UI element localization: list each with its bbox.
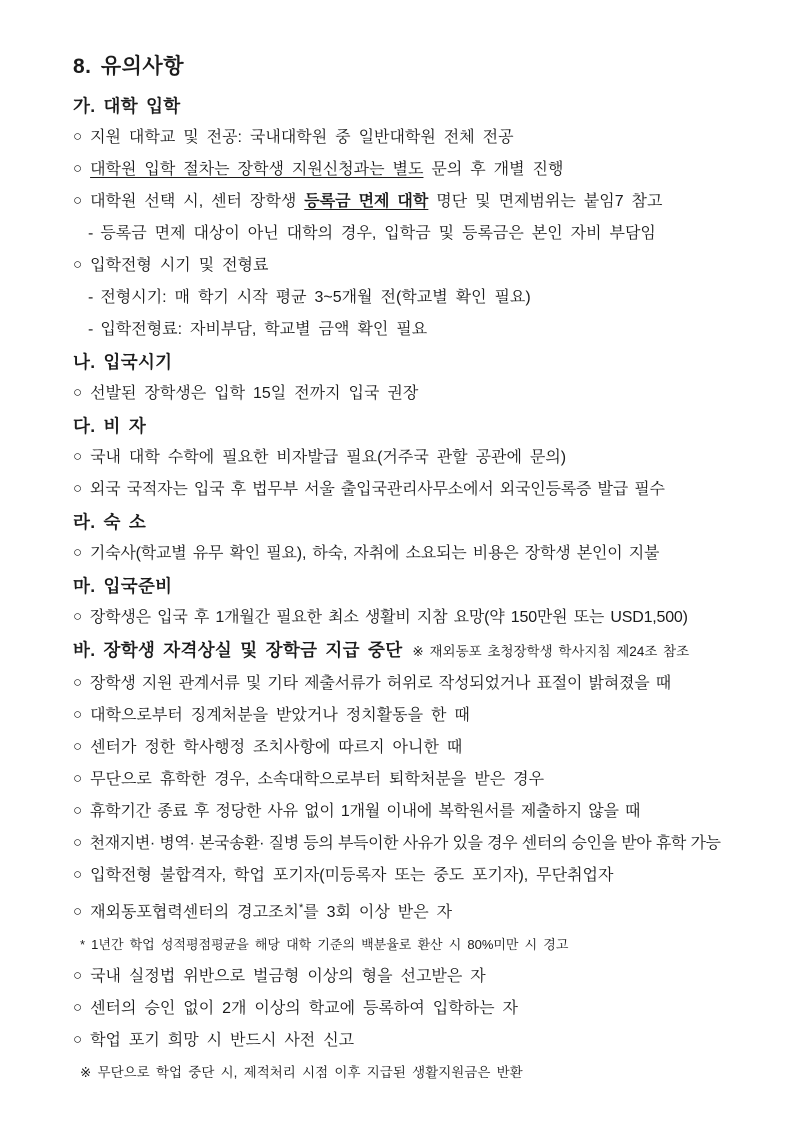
list-item bbox=[73, 668, 769, 700]
section-heading-ba bbox=[73, 634, 769, 668]
item-text: 학업 포기 희망 시 반드시 사전 신고 bbox=[90, 1032, 355, 1049]
list-item bbox=[73, 961, 769, 993]
dash-bullet: - bbox=[88, 225, 94, 242]
item-text: 장학생은 입국 후 1개월간 필요한 최소 생활비 지참 요망(약 150만원 또는 USD1,500) bbox=[89, 609, 688, 626]
circle-bullet: ○ bbox=[73, 967, 83, 984]
item-text: 국내 실정법 위반으로 벌금형 이상의 형을 선고받은 자 bbox=[90, 968, 486, 985]
item-text-bold-underlined: 등록금 면제 대학 bbox=[304, 193, 429, 210]
section-heading-ma: 마. 입국준비 bbox=[73, 576, 173, 596]
list-item bbox=[73, 796, 769, 828]
sub-list-item bbox=[73, 314, 769, 346]
item-text: 천재지변· 병역· 본국송환· 질병 등의 부득이한 사유가 있을 경우 센터의 승인을 받아 휴학 가능 bbox=[89, 835, 721, 852]
list-item bbox=[73, 764, 769, 796]
list-item bbox=[73, 154, 769, 186]
circle-bullet: ○ bbox=[73, 480, 82, 497]
circle-bullet: ○ bbox=[73, 192, 83, 209]
circle-bullet: ○ bbox=[73, 1031, 83, 1048]
circle-bullet: ○ bbox=[73, 544, 82, 561]
circle-bullet: ○ bbox=[73, 448, 83, 465]
dash-bullet: - bbox=[88, 321, 94, 338]
list-item bbox=[73, 993, 769, 1025]
section-heading-ra: 라. 숙 소 bbox=[73, 512, 147, 532]
item-text: 센터가 정한 학사행정 조치사항에 따르지 아니한 때 bbox=[90, 739, 463, 756]
circle-bullet: ○ bbox=[73, 999, 83, 1016]
circle-bullet: ○ bbox=[73, 802, 82, 819]
item-text: 등록금 면제 대상이 아닌 대학의 경우, 입학금 및 등록금은 본인 자비 부담임 bbox=[100, 225, 656, 242]
footnote: ※ 무단으로 학업 중단 시, 제적처리 시점 이후 지급된 생활지원금은 반환 bbox=[80, 1065, 523, 1080]
list-item bbox=[73, 186, 769, 218]
footnote-marker: * bbox=[298, 902, 304, 914]
section-heading-note: ※ 재외동포 초청장학생 학사지침 제24조 참조 bbox=[412, 644, 690, 659]
circle-bullet: ○ bbox=[73, 770, 83, 787]
circle-bullet: ○ bbox=[73, 608, 82, 625]
list-item bbox=[73, 538, 769, 570]
circle-bullet: ○ bbox=[73, 866, 83, 883]
list-item bbox=[73, 122, 769, 154]
item-text: 무단으로 휴학한 경우, 소속대학으로부터 퇴학처분을 받은 경우 bbox=[90, 771, 545, 788]
page-title: 8. 유의사항 bbox=[73, 55, 184, 78]
circle-bullet: ○ bbox=[73, 384, 83, 401]
item-text: 외국 국적자는 입국 후 법무부 서울 출입국관리사무소에서 외국인등록증 발급 필수 bbox=[89, 481, 665, 498]
circle-bullet: ○ bbox=[73, 674, 82, 691]
item-text: 명단 및 면제범위는 붙임7 참고 bbox=[428, 193, 663, 210]
item-text: 지원 대학교 및 전공: 국내대학원 중 일반대학원 전체 전공 bbox=[90, 129, 514, 146]
item-text: 기숙사(학교별 유무 확인 필요), 하숙, 자취에 소요되는 비용은 장학생 본인이 지불 bbox=[89, 545, 660, 562]
item-text-underlined: 대학원 입학 절차는 장학생 지원신청과는 별도 bbox=[90, 161, 424, 178]
list-item bbox=[73, 378, 769, 410]
circle-bullet: ○ bbox=[73, 160, 83, 177]
item-text: 휴학기간 종료 후 정당한 사유 없이 1개월 이내에 복학원서를 제출하지 않을 때 bbox=[89, 803, 641, 820]
item-text: 전형시기: 매 학기 시작 평균 3~5개월 전(학교별 확인 필요) bbox=[100, 289, 531, 306]
section-heading-da: 다. 비 자 bbox=[73, 416, 147, 436]
item-text: 입학전형 시기 및 전형료 bbox=[90, 257, 269, 274]
item-text: 대학으로부터 징계처분을 받았거나 정치활동을 한 때 bbox=[90, 707, 470, 724]
circle-bullet: ○ bbox=[73, 256, 83, 273]
item-text: 문의 후 개별 진행 bbox=[423, 161, 564, 178]
list-item bbox=[73, 892, 769, 929]
footnote: * 1년간 학업 성적평점평균을 해당 대학 기준의 백분율로 환산 시 80%미만 시 경고 bbox=[80, 937, 569, 952]
item-text: 국내 대학 수학에 필요한 비자발급 필요(거주국 관할 공관에 문의) bbox=[90, 449, 567, 466]
dash-bullet: - bbox=[88, 289, 94, 306]
item-text: 선발된 장학생은 입학 15일 전까지 입국 권장 bbox=[90, 385, 419, 402]
list-item bbox=[73, 732, 769, 764]
sub-list-item bbox=[73, 218, 769, 250]
list-item bbox=[73, 700, 769, 732]
item-text: 를 3회 이상 받은 자 bbox=[303, 904, 453, 921]
list-item bbox=[73, 860, 769, 892]
list-item bbox=[73, 474, 769, 506]
circle-bullet: ○ bbox=[73, 128, 83, 145]
item-text: 센터의 승인 없이 2개 이상의 학교에 등록하여 입학하는 자 bbox=[90, 1000, 519, 1017]
item-text: 장학생 지원 관계서류 및 기타 제출서류가 허위로 작성되었거나 표절이 밝혀졌을 때 bbox=[89, 675, 672, 692]
circle-bullet: ○ bbox=[73, 834, 82, 851]
section-heading-ga: 가. 대학 입학 bbox=[73, 96, 181, 116]
item-text: 재외동포협력센터의 경고조치 bbox=[90, 904, 299, 921]
section-heading-text: 바. 장학생 자격상실 및 장학금 지급 중단 bbox=[73, 640, 403, 660]
item-text: 대학원 선택 시, 센터 장학생 bbox=[90, 193, 305, 210]
list-item bbox=[73, 1025, 769, 1057]
circle-bullet: ○ bbox=[73, 706, 83, 723]
sub-list-item bbox=[73, 282, 769, 314]
section-heading-na: 나. 입국시기 bbox=[73, 352, 173, 372]
circle-bullet: ○ bbox=[73, 903, 83, 920]
list-item bbox=[73, 442, 769, 474]
item-text: 입학전형료: 자비부담, 학교별 금액 확인 필요 bbox=[100, 321, 428, 338]
item-text: 입학전형 불합격자, 학업 포기자(미등록자 또는 중도 포기자), 무단취업자 bbox=[90, 867, 614, 884]
list-item bbox=[73, 602, 769, 634]
list-item bbox=[73, 828, 769, 860]
list-item bbox=[73, 250, 769, 282]
circle-bullet: ○ bbox=[73, 738, 83, 755]
